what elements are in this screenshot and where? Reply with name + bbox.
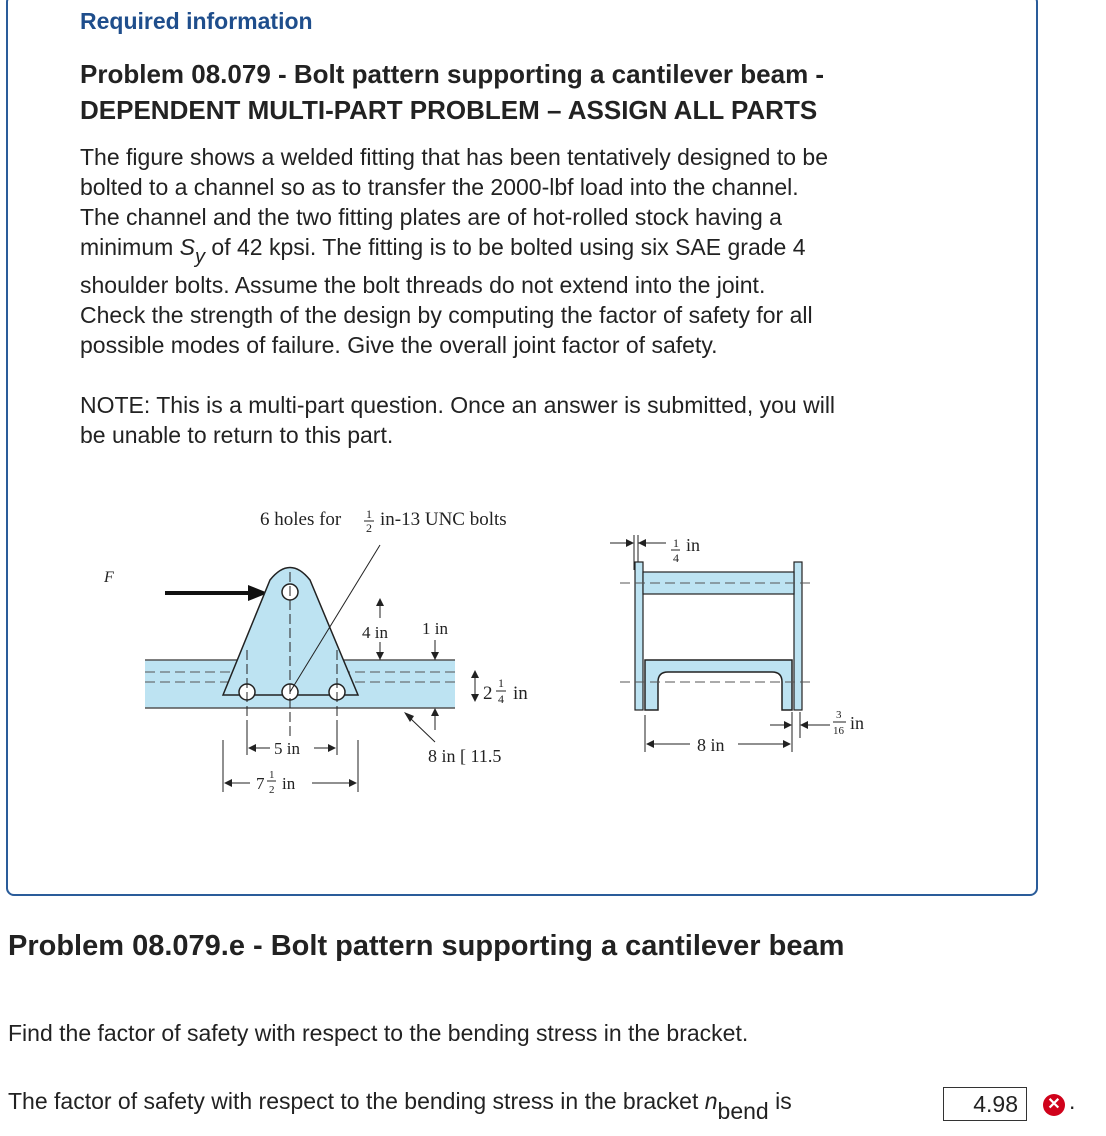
holes-frac-num: 1 [366,507,372,521]
description-text: minimum [80,234,174,260]
description-line: shoulder bolts. Assume the bolt threads do not extend into the joint. [80,271,766,298]
description-line: Check the strength of the design by computing the factor of safety for all [80,301,813,328]
dim-quarter-num: 1 [673,536,679,550]
bolt-pattern-figure [90,500,870,800]
answer-is: is [775,1088,792,1114]
dim-2-num: 1 [498,676,504,690]
answer-period: . [1069,1088,1076,1114]
description-line: possible modes of failure. Give the overall joint factor of safety. [80,331,718,358]
force-label: F [104,569,114,586]
problem-title [80,56,980,128]
dim-7-den: 2 [269,784,275,796]
channel-section [645,660,792,710]
dim-3-16-unit: in [850,713,865,733]
problem-title-line1: Problem 08.079 - Bolt pattern supporting a cantilever beam - [80,59,825,89]
dim-5in: 5 in [274,739,300,758]
holes-label: 6 holes for [260,509,342,530]
subproblem-title: Problem 08.079.e - Bolt pattern supporting a cantilever beam [8,930,845,962]
dim-quarter-den: 4 [673,551,679,565]
n-bend-symbol: n [704,1088,718,1114]
dim-3-16-den: 16 [833,725,844,737]
answer-statement [8,1088,792,1124]
fitting-plate-right [794,562,802,710]
dim-7-whole: 7 [256,774,265,793]
description-line: bolted to a channel so as to transfer the 2000-lbf load into the channel. [80,174,799,200]
dim-1in: 1 in [422,619,448,638]
dim-8in: 8 in [697,735,725,755]
description-line: The channel and the two fitting plates are of hot-rolled stock having a [80,204,782,230]
dim-7-unit: in [282,774,296,793]
dim-4in: 4 in [362,623,388,642]
find-instruction: Find the factor of safety with respect to the bending stress in the bracket. [8,1020,749,1046]
note-line: NOTE: This is a multi-part question. Once an answer is submitted, you will [80,392,836,418]
dim-quarter-unit: in [686,535,701,555]
dim-2-unit: in [513,683,528,704]
holes-frac-den: 2 [366,521,372,535]
description-line: The figure shows a welded fitting that has been tentatively designed to be [80,144,828,170]
fitting-plate-left [635,562,643,710]
holes-label-post: in-13 UNC bolts [380,509,507,530]
n-bend-subscript: bend [717,1097,769,1124]
problem-description [80,142,980,360]
dim-2-whole: 2 [483,683,493,704]
problem-title-line2: DEPENDENT MULTI-PART PROBLEM – ASSIGN ALL PARTS [80,95,818,125]
answer-input[interactable]: 4.98 [943,1087,1027,1121]
multi-part-note [80,390,980,450]
dim-3-16-num: 3 [836,709,842,721]
required-information-label: Required information [80,8,313,34]
note-line: be unable to return to this part. [80,422,394,448]
description-line [80,232,980,270]
description-text: of 42 kpsi. The fitting is to be bolted using six SAE grade 4 [211,234,806,260]
channel-label: 8 in [ 11.5 [428,746,502,766]
answer-prefix: The factor of safety with respect to the bending stress in the bracket [8,1088,699,1114]
dim-2-den: 4 [498,692,504,706]
incorrect-icon: ✕ [1043,1094,1065,1116]
dim-7-num: 1 [269,769,275,781]
sy-symbol: $S_y$ [179,234,206,268]
